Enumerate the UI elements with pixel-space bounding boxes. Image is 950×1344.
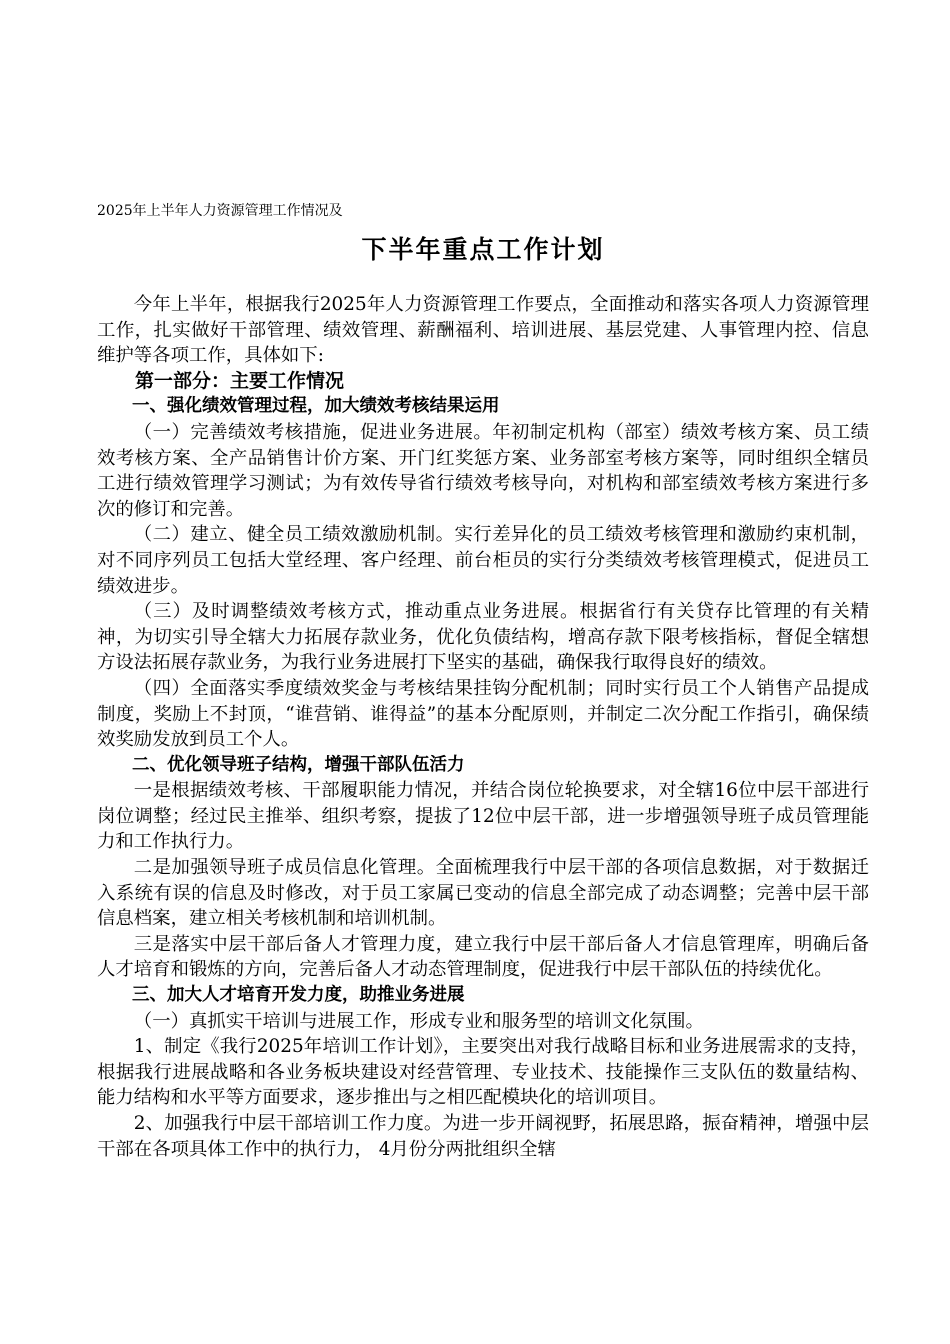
document-body <box>97 292 869 1162</box>
body-paragraph: 三是落实中层干部后备人才管理力度，建立我行中层干部后备人才信息管理库，明确后备人才培育和锻炼的方向，完善后备人才动态管理制度，促进我行中层干部队伍的持续优化。 <box>97 933 869 981</box>
body-paragraph: （二）建立、健全员工绩效激励机制。实行差异化的员工绩效考核管理和激励约束机制，对不同序列员工包括大堂经理、客户经理、前台柜员的实行分类绩效考核管理模式，促进员工绩效进步。 <box>97 524 869 597</box>
body-paragraph: 2、加强我行中层干部培训工作力度。为进一步开阔视野，拓展思路，振奋精神，增强中层干部在各项具体工作中的执行力， 4月份分两批组织全辖 <box>97 1113 869 1160</box>
body-paragraph: 二是加强领导班子成员信息化管理。全面梳理我行中层干部的各项信息数据，对于数据迁入系统有误的信息及时修改，对于员工家属已变动的信息全部完成了动态调整；完善中层干部信息档案，建立相关考核机制和培训机制。 <box>97 857 869 930</box>
section-heading: 二、优化领导班子结构，增强干部队伍活力 <box>132 754 465 775</box>
body-paragraph: 1、制定《我行2025年培训工作计划》，主要突出对我行战略目标和业务进展需求的支持，根据我行进展战略和各业务板块建设对经营管理、专业技术、技能操作三支队伍的数量结构、能力结构和水平等方面要求，逐步推出与之相匹配模块化的培训项目。 <box>97 1036 869 1109</box>
body-paragraph: 一是根据绩效考核、干部履职能力情况，并结合岗位轮换要求，对全辖16位中层干部进行岗位调整；经过民主推举、组织考察，提拔了12位中层干部，进一步增强领导班子成员管理能力和工作执行力。 <box>97 780 869 853</box>
body-paragraph: （一）真抓实干培训与进展工作，形成专业和服务型的培训文化氛围。 <box>133 1010 704 1032</box>
body-paragraph: （一）完善绩效考核措施，促进业务进展。年初制定机构（部室）绩效考核方案、员工绩效考核方案、全产品销售计价方案、开门红奖惩方案、业务部室考核方案等，同时组织全辖员工进行绩效管理学习测试；为有效传导省行绩效考核导向，对机构和部室绩效考核方案进行多次的修订和完善。 <box>97 421 869 520</box>
intro-paragraph: 今年上半年，根据我行2025年人力资源管理工作要点，全面推动和落实各项人力资源管理工作，扎实做好干部管理、绩效管理、薪酬福利、培训进展、基层党建、人事管理内控、信息维护等各项工作，具体如下: <box>97 294 869 367</box>
document-subtitle: 2025年上半年人力资源管理工作情况及 <box>97 203 343 219</box>
body-paragraph: （四）全面落实季度绩效奖金与考核结果挂钩分配机制；同时实行员工个人销售产品提成制度，奖励上不封顶，“谁营销、谁得益”的基本分配原则，并制定二次分配工作指引，确保绩效奖励发放到员工个人。 <box>97 677 869 751</box>
section-heading: 三、加大人才培育开发力度，助推业务进展 <box>132 985 465 1006</box>
section-heading: 一、强化绩效管理过程，加大绩效考核结果运用 <box>132 396 500 417</box>
body-paragraph: （三）及时调整绩效考核方式，推动重点业务进展。根据省行有关贷存比管理的有关精神，为切实引导全辖大力拓展存款业务，优化负债结构，增高存款下限考核指标，督促全辖想方设法拓展存款业务，为我行业务进展打下坚实的基础，确保我行取得良好的绩效。 <box>97 601 869 674</box>
part-heading: 第一部分：主要工作情况 <box>135 369 345 392</box>
document-title: 下半年重点工作计划 <box>361 235 605 264</box>
